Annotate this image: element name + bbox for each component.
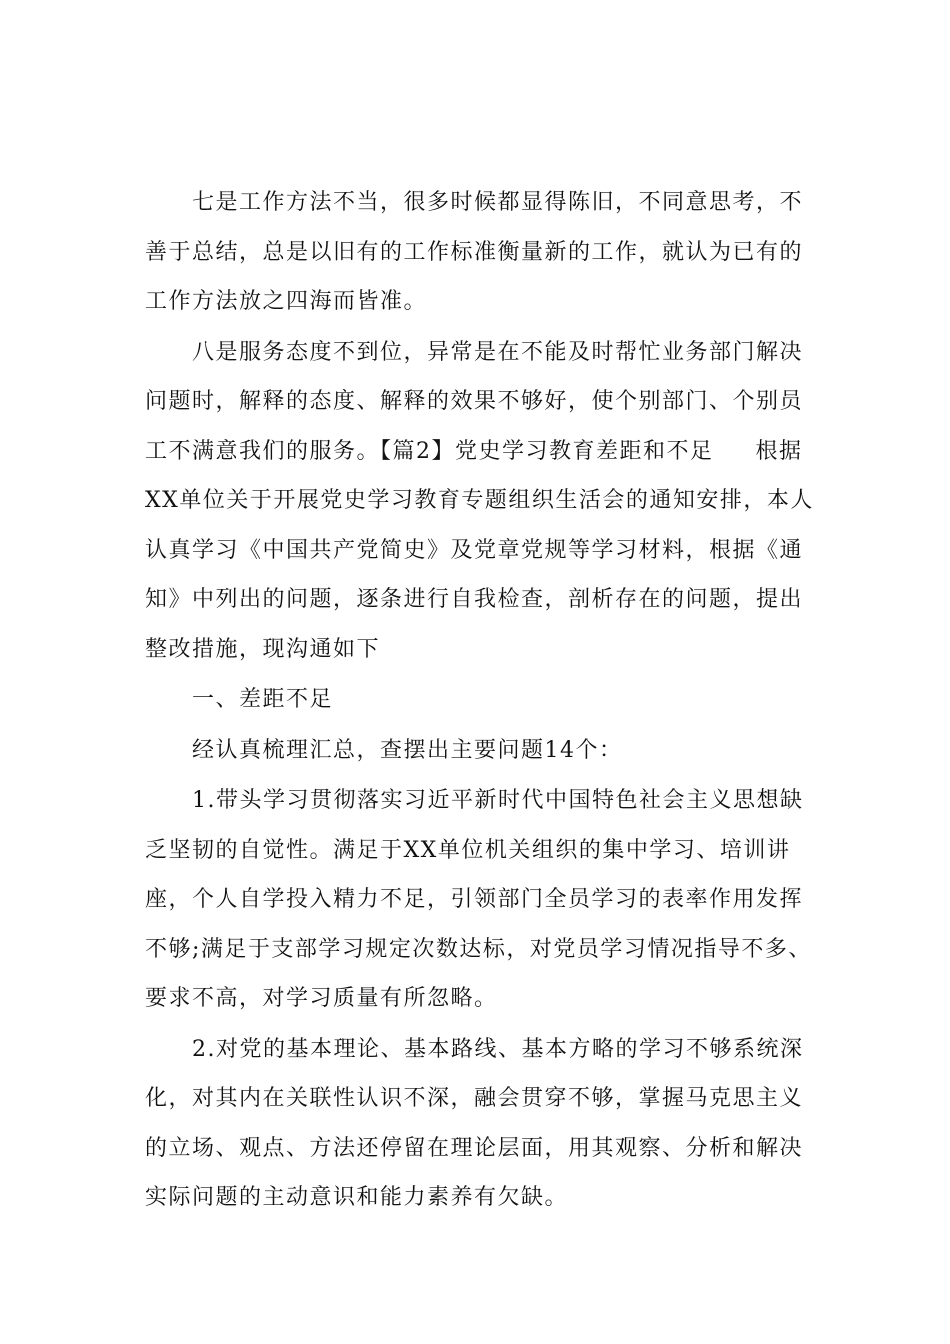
section-heading-gaps: [145, 675, 825, 725]
list-item-2-text: 2.对党的基本理论、基本路线、基本方略的学习不够系统深化，对其内在关联性认识不深，融会贯穿不够，掌握马克思主义的立场、观点、方法还停留在理论层面，用其观察、分析和解决实际问题的主动意识和能力素养有欠缺。: [145, 1036, 804, 1210]
paragraph-summary: [145, 726, 825, 776]
section-heading-text: 一、差距不足: [192, 687, 334, 712]
document-body: [145, 178, 825, 1223]
paragraph-service-text: 八是服务态度不到位，异常是在不能及时帮忙业务部门解决问题时，解释的态度、解释的效果不够好，使个别部门、个别员工不满意我们的服务。【篇2】党史学习教育差距和不足: [145, 339, 804, 464]
paragraph-method: [145, 178, 825, 327]
paragraph-service: [145, 328, 825, 675]
paragraph-method-text: 七是工作方法不当，很多时候都显得陈旧，不同意思考，不善于总结，总是以旧有的工作标准衡量新的工作，就认为已有的工作方法放之四海而皆准。: [145, 190, 804, 314]
list-item-2: [145, 1025, 825, 1223]
paragraph-intro-text: 根据XX单位关于开展党史学习教育专题组织生活会的通知安排，本人认真学习《中国共产党简史》及党章党规等学习材料，根据《通知》中列出的问题，逐条进行自我检查，剖析存在的问题，提出整改措施，现沟通如下: [145, 438, 814, 662]
list-item-1-text: 1.带头学习贯彻落实习近平新时代中国特色社会主义思想缺乏坚韧的自觉性。满足于XX单位机关组织的集中学习、培训讲座，个人自学投入精力不足，引领部门全员学习的表率作用发挥不够;满足于支部学习规定次数达标，对党员学习情况指导不多、要求不高，对学习质量有所忽略。: [145, 788, 812, 1011]
paragraph-summary-text: 经认真梳理汇总，查摆出主要问题14个：: [192, 737, 623, 763]
list-item-1: [145, 776, 825, 1024]
